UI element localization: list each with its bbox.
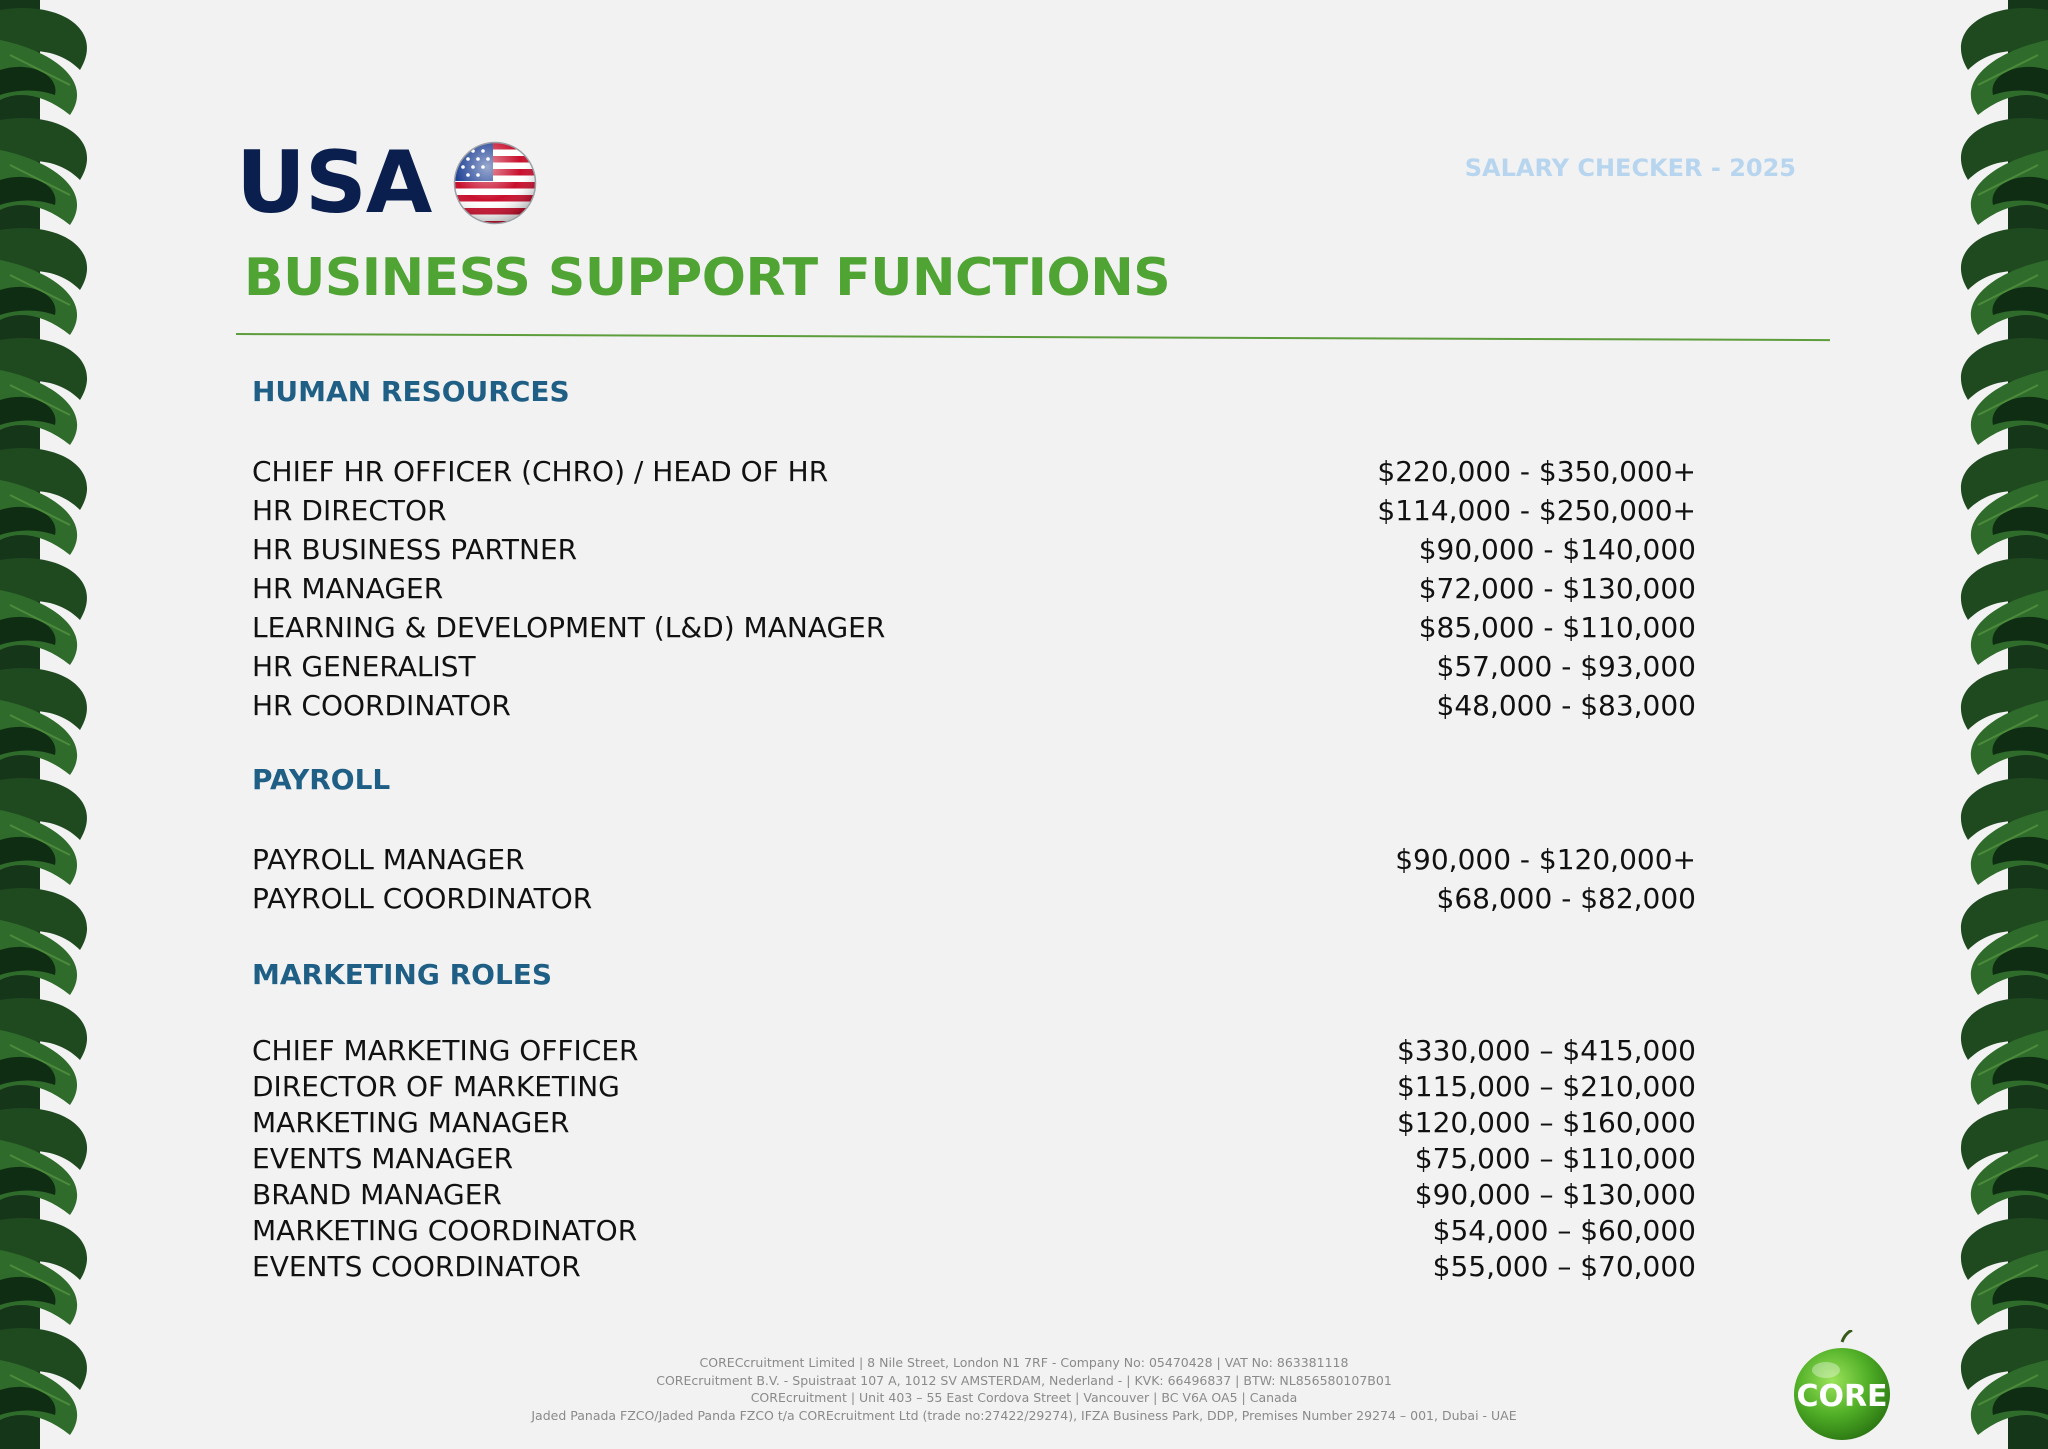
table-row	[252, 1178, 1696, 1211]
role-name: EVENTS MANAGER	[252, 1142, 514, 1175]
table-row	[252, 1250, 1696, 1283]
logo-text: CORE	[1796, 1379, 1888, 1414]
role-name: PAYROLL MANAGER	[252, 843, 525, 876]
role-name: CHIEF HR OFFICER (CHRO) / HEAD OF HR	[252, 455, 829, 488]
salary-range: $90,000 - $140,000	[1418, 533, 1696, 566]
table-row	[252, 611, 1696, 644]
role-name: BRAND MANAGER	[252, 1178, 502, 1211]
table-row	[252, 882, 1696, 915]
role-name: MARKETING COORDINATOR	[252, 1214, 638, 1247]
tropical-leaves-border-left	[0, 0, 110, 1449]
role-name: HR MANAGER	[252, 572, 444, 605]
document-tag: SALARY CHECKER - 2025	[1464, 154, 1796, 182]
role-name: EVENTS COORDINATOR	[252, 1250, 581, 1283]
section-heading-marketing-roles: MARKETING ROLES	[252, 958, 553, 991]
section-heading-human-resources: HUMAN RESOURCES	[252, 375, 570, 408]
table-row	[252, 843, 1696, 876]
table-row	[252, 650, 1696, 683]
salary-range: $68,000 - $82,000	[1436, 882, 1696, 915]
salary-range: $115,000 – $210,000	[1396, 1070, 1696, 1103]
role-name: PAYROLL COORDINATOR	[252, 882, 593, 915]
title-divider	[236, 333, 1830, 341]
role-name: HR GENERALIST	[252, 650, 476, 683]
salary-range: $85,000 - $110,000	[1418, 611, 1696, 644]
salary-range: $120,000 – $160,000	[1396, 1106, 1696, 1139]
table-row	[252, 689, 1696, 722]
footer-line: COREcruitment | Unit 403 – 55 East Cordova Street | Vancouver | BC V6A OA5 | Canada	[750, 1390, 1298, 1405]
table-row	[252, 455, 1696, 488]
green-apple-logo-icon	[1790, 1330, 1894, 1442]
table-row	[252, 1214, 1696, 1247]
salary-range: $55,000 – $70,000	[1432, 1250, 1696, 1283]
role-name: LEARNING & DEVELOPMENT (L&D) MANAGER	[252, 611, 886, 644]
page-title: BUSINESS SUPPORT FUNCTIONS	[244, 248, 1171, 308]
salary-range: $114,000 - $250,000+	[1377, 494, 1696, 527]
tropical-leaves-border-right	[1938, 0, 2048, 1449]
country-name: USA	[236, 133, 432, 233]
role-name: DIRECTOR OF MARKETING	[252, 1070, 620, 1103]
section-heading-payroll: PAYROLL	[252, 763, 391, 796]
table-row	[252, 1142, 1696, 1175]
salary-range: $72,000 - $130,000	[1418, 572, 1696, 605]
role-name: HR DIRECTOR	[252, 494, 447, 527]
table-row	[252, 533, 1696, 566]
salary-range: $90,000 - $120,000+	[1395, 843, 1696, 876]
role-name: HR BUSINESS PARTNER	[252, 533, 578, 566]
salary-range: $75,000 – $110,000	[1414, 1142, 1696, 1175]
us-flag-icon	[453, 141, 537, 225]
country-header	[236, 133, 537, 233]
footer-addresses	[0, 1354, 2048, 1424]
table-row	[252, 494, 1696, 527]
table-row	[252, 1034, 1696, 1067]
salary-range: $330,000 – $415,000	[1396, 1034, 1696, 1067]
role-name: MARKETING MANAGER	[252, 1106, 570, 1139]
table-row	[252, 1070, 1696, 1103]
salary-range: $90,000 – $130,000	[1414, 1178, 1696, 1211]
footer-line: COREcruitment B.V. - Spuistraat 107 A, 1012 SV AMSTERDAM, Nederland - | KVK: 66496837 | BTW: NL856580107B01	[656, 1372, 1392, 1388]
role-name: HR COORDINATOR	[252, 689, 511, 722]
salary-range: $57,000 - $93,000	[1436, 650, 1696, 683]
footer-line: Jaded Panada FZCO/Jaded Panda FZCO t/a COREcruitment Ltd (trade no:27422/29274), IFZA Business Park, DDP, Premises Number 29274 – 001, Dubai - UAE	[531, 1407, 1517, 1423]
salary-range: $220,000 - $350,000+	[1377, 455, 1696, 488]
footer-line: CORECcruitment Limited | 8 Nile Street, London N1 7RF - Company No: 05470428 | VAT No: 863381118	[699, 1355, 1349, 1370]
role-name: CHIEF MARKETING OFFICER	[252, 1034, 639, 1067]
salary-range: $54,000 – $60,000	[1432, 1214, 1696, 1247]
salary-range: $48,000 - $83,000	[1436, 689, 1696, 722]
table-row	[252, 1106, 1696, 1139]
table-row	[252, 572, 1696, 605]
